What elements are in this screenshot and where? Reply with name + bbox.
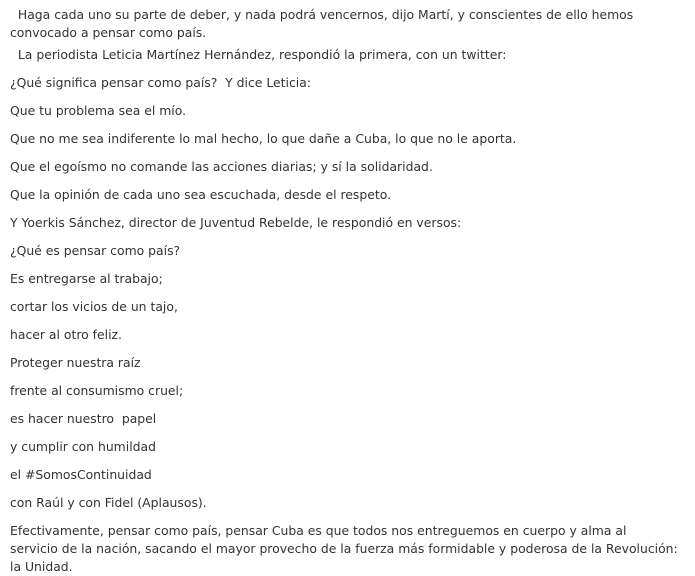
verse-line: cortar los vicios de un tajo, xyxy=(10,299,178,314)
paragraph-line: Que el egoísmo no comande las acciones diarias; y sí la solidaridad. xyxy=(10,159,433,174)
verse-line: con Raúl y con Fidel (Aplausos). xyxy=(10,495,207,510)
verse-line: el #SomosContinuidad xyxy=(10,467,152,482)
verse-line: es hacer nuestro papel xyxy=(10,411,157,426)
paragraph-line: Que no me sea indiferente lo mal hecho, lo que dañe a Cuba, lo que no le aporta. xyxy=(10,131,517,146)
paragraph-leticia-intro: La periodista Leticia Martínez Hernández, respondió la primera, con un twitter: xyxy=(10,47,507,62)
verse-line: frente al consumismo cruel; xyxy=(10,383,184,398)
verse-line: Proteger nuestra raíz xyxy=(10,355,141,370)
verse-line: hacer al otro feliz. xyxy=(10,327,122,342)
article-body xyxy=(10,6,686,576)
paragraph-line: Que la opinión de cada uno sea escuchada, desde el respeto. xyxy=(10,187,392,202)
paragraph-intro: Haga cada uno su parte de deber, y nada podrá vencernos, dijo Martí, y conscientes de ello hemos convocado a pensar como país. xyxy=(10,7,638,40)
verse-line: Es entregarse al trabajo; xyxy=(10,271,163,286)
paragraph-conclusion: Efectivamente, pensar como país, pensar Cuba es que todos nos entreguemos en cuerpo y alma al servicio de la nación, sacando el mayor provecho de la fuerza más formidable y poderosa de la Revolución: la Unidad. xyxy=(10,523,686,574)
paragraph-yoerkis-intro: Y Yoerkis Sánchez, director de Juventud Rebelde, le respondió en versos: xyxy=(10,215,462,230)
verse-line: ¿Qué es pensar como país? xyxy=(10,243,181,258)
paragraph-question: ¿Qué significa pensar como país? Y dice Leticia: xyxy=(10,75,311,90)
paragraph-line: Que tu problema sea el mío. xyxy=(10,103,187,118)
verse-line: y cumplir con humildad xyxy=(10,439,156,454)
